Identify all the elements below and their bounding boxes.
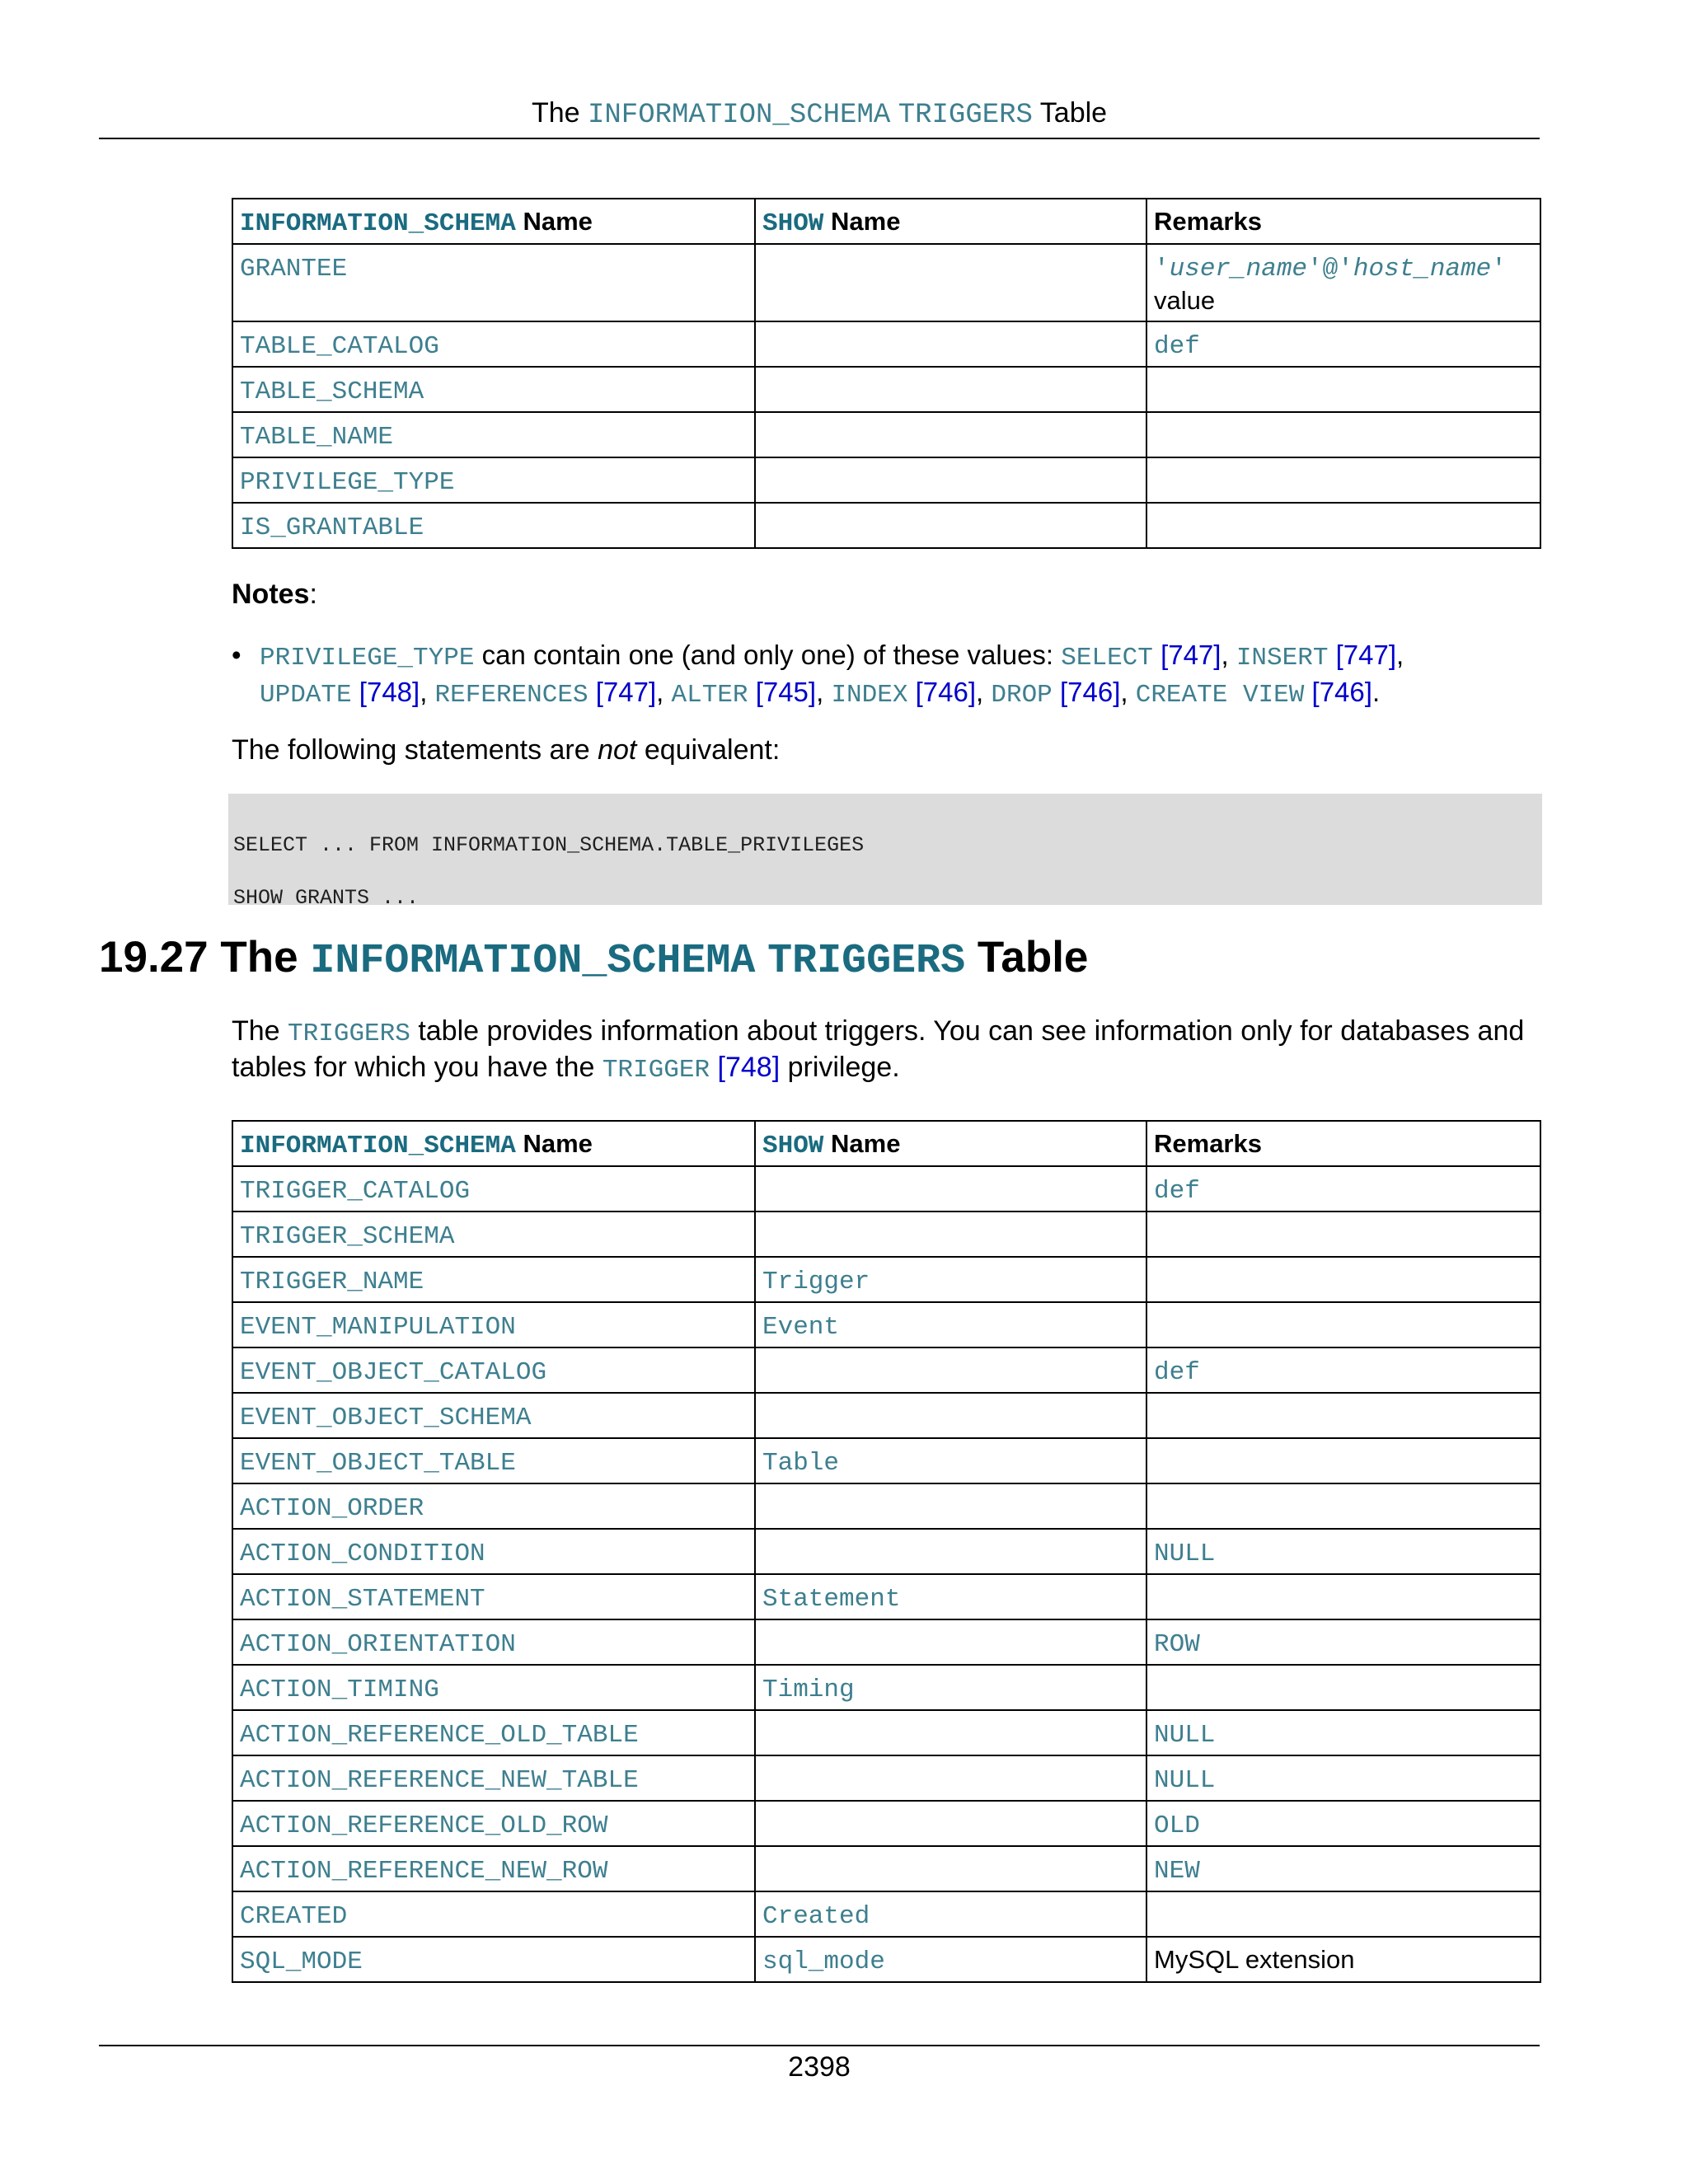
table-row	[232, 1257, 1540, 1302]
column-header-schema-name: INFORMATION_SCHEMA Name	[232, 199, 755, 244]
cell-remark: def	[1146, 1347, 1540, 1393]
table-row	[232, 1755, 1540, 1801]
table-row	[232, 503, 1540, 548]
link-references[interactable]: [747]	[595, 677, 657, 707]
triggers-table	[232, 1120, 1541, 1983]
cell-show-name	[755, 321, 1146, 367]
bullet-code-privilege-type: PRIVILEGE_TYPE	[260, 644, 475, 673]
table-row	[232, 244, 1540, 321]
cell-schema-name: EVENT_OBJECT_TABLE	[232, 1438, 755, 1483]
code-line: SHOW GRANTS ...	[233, 886, 420, 910]
cell-remark	[1146, 1574, 1540, 1619]
cell-show-name	[755, 1755, 1146, 1801]
cell-show-name	[755, 412, 1146, 457]
cell-remark: NULL	[1146, 1529, 1540, 1574]
cell-schema-name: PRIVILEGE_TYPE	[232, 457, 755, 503]
cell-show-name	[755, 1166, 1146, 1212]
table-row	[232, 1801, 1540, 1846]
cell-show-name: sql_mode	[755, 1937, 1146, 1982]
link-insert[interactable]: [747]	[1335, 640, 1397, 670]
header-suffix: Table	[1039, 97, 1108, 129]
cell-schema-name: ACTION_ORIENTATION	[232, 1619, 755, 1665]
cell-schema-name: ACTION_REFERENCE_NEW_TABLE	[232, 1755, 755, 1801]
cell-remark: 'user_name'@'host_name' value	[1146, 244, 1540, 321]
table-header-row	[232, 199, 1540, 244]
table-row	[232, 1302, 1540, 1347]
cell-remark: def	[1146, 1166, 1540, 1212]
cell-schema-name: TRIGGER_SCHEMA	[232, 1212, 755, 1257]
table-row	[232, 1393, 1540, 1438]
cell-remark	[1146, 1257, 1540, 1302]
cell-show-name	[755, 457, 1146, 503]
cell-show-name	[755, 1529, 1146, 1574]
cell-schema-name: ACTION_TIMING	[232, 1665, 755, 1710]
cell-schema-name: ACTION_STATEMENT	[232, 1574, 755, 1619]
cell-schema-name: TABLE_CATALOG	[232, 321, 755, 367]
cell-schema-name: ACTION_REFERENCE_OLD_ROW	[232, 1801, 755, 1846]
page-number: 2398	[788, 2051, 851, 2083]
column-header-remarks: Remarks	[1146, 1121, 1540, 1166]
cell-show-name: Event	[755, 1302, 1146, 1347]
table-row	[232, 321, 1540, 367]
cell-remark: NULL	[1146, 1710, 1540, 1755]
cell-show-name	[755, 1801, 1146, 1846]
table-row	[232, 1665, 1540, 1710]
table-row	[232, 1166, 1540, 1212]
cell-remark	[1146, 1438, 1540, 1483]
column-header-show-name: SHOW Name	[755, 1121, 1146, 1166]
column-header-schema-name: INFORMATION_SCHEMA Name	[232, 1121, 755, 1166]
bullet-icon: •	[232, 640, 241, 670]
table-row	[232, 1438, 1540, 1483]
statements-paragraph: The following statements are not equivalent:	[232, 734, 781, 766]
table-row	[232, 1891, 1540, 1937]
cell-remark	[1146, 412, 1540, 457]
cell-remark	[1146, 367, 1540, 412]
cell-schema-name: ACTION_REFERENCE_NEW_ROW	[232, 1846, 755, 1891]
column-header-remarks: Remarks	[1146, 199, 1540, 244]
page-header	[99, 95, 1540, 134]
footer-rule	[99, 2045, 1540, 2046]
section-heading: 19.27 The INFORMATION_SCHEMA TRIGGERS Table	[99, 933, 1089, 985]
cell-remark	[1146, 1302, 1540, 1347]
table-row	[232, 1937, 1540, 1982]
notes-heading: Notes:	[232, 579, 317, 610]
cell-remark	[1146, 1891, 1540, 1937]
cell-schema-name: TABLE_SCHEMA	[232, 367, 755, 412]
cell-show-name	[755, 244, 1146, 321]
cell-schema-name: TRIGGER_NAME	[232, 1257, 755, 1302]
cell-show-name	[755, 1619, 1146, 1665]
table-row	[232, 1710, 1540, 1755]
cell-show-name	[755, 1846, 1146, 1891]
cell-show-name: Statement	[755, 1574, 1146, 1619]
table-row	[232, 1483, 1540, 1529]
cell-show-name	[755, 1710, 1146, 1755]
header-rule	[99, 138, 1540, 139]
cell-schema-name: TRIGGER_CATALOG	[232, 1166, 755, 1212]
cell-remark: ROW	[1146, 1619, 1540, 1665]
code-block	[228, 794, 1542, 910]
table-privileges-table	[232, 198, 1541, 549]
cell-schema-name: GRANTEE	[232, 244, 755, 321]
cell-show-name: Timing	[755, 1665, 1146, 1710]
code-line: SELECT ... FROM INFORMATION_SCHEMA.TABLE_PRIVILEGES	[233, 833, 865, 857]
header-code-triggers: TRIGGERS	[898, 100, 1033, 131]
table-row	[232, 367, 1540, 412]
cell-schema-name: SQL_MODE	[232, 1937, 755, 1982]
table-header-row	[232, 1121, 1540, 1166]
table-row	[232, 1846, 1540, 1891]
cell-show-name: Table	[755, 1438, 1146, 1483]
cell-remark	[1146, 1212, 1540, 1257]
link-select[interactable]: [747]	[1160, 640, 1221, 670]
cell-show-name	[755, 367, 1146, 412]
cell-remark: NEW	[1146, 1846, 1540, 1891]
cell-show-name	[755, 1347, 1146, 1393]
link-index[interactable]: [746]	[915, 677, 977, 707]
cell-remark	[1146, 1665, 1540, 1710]
cell-schema-name: ACTION_ORDER	[232, 1483, 755, 1529]
column-header-show-name: SHOW Name	[755, 199, 1146, 244]
cell-show-name	[755, 503, 1146, 548]
cell-remark	[1146, 1483, 1540, 1529]
table-row	[232, 1347, 1540, 1393]
cell-schema-name: EVENT_OBJECT_SCHEMA	[232, 1393, 755, 1438]
table-row	[232, 1212, 1540, 1257]
cell-remark: MySQL extension	[1146, 1937, 1540, 1982]
notes-bullet-item: • PRIVILEGE_TYPE can contain one (and only one) of these values: SELECT [747], INSERT [747], UPDATE [748], REFERENCES [747], ALTER [745], INDEX [746], DROP [746], CREATE VIEW [746].	[232, 640, 1404, 710]
cell-remark	[1146, 1393, 1540, 1438]
cell-show-name	[755, 1483, 1146, 1529]
link-alter[interactable]: [745]	[755, 677, 817, 707]
link-create-view[interactable]: [746]	[1311, 677, 1372, 707]
table-row	[232, 1574, 1540, 1619]
cell-show-name	[755, 1393, 1146, 1438]
cell-schema-name: CREATED	[232, 1891, 755, 1937]
cell-schema-name: EVENT_MANIPULATION	[232, 1302, 755, 1347]
cell-schema-name: ACTION_REFERENCE_OLD_TABLE	[232, 1710, 755, 1755]
cell-remark: NULL	[1146, 1755, 1540, 1801]
cell-schema-name: ACTION_CONDITION	[232, 1529, 755, 1574]
header-code-schema: INFORMATION_SCHEMA	[587, 100, 891, 131]
cell-remark	[1146, 503, 1540, 548]
cell-show-name: Created	[755, 1891, 1146, 1937]
cell-show-name: Trigger	[755, 1257, 1146, 1302]
table-row	[232, 457, 1540, 503]
link-drop[interactable]: [746]	[1059, 677, 1121, 707]
table-row	[232, 1529, 1540, 1574]
cell-remark: def	[1146, 321, 1540, 367]
cell-remark	[1146, 457, 1540, 503]
link-trigger[interactable]: [748]	[717, 1052, 781, 1083]
table-row	[232, 412, 1540, 457]
cell-remark: OLD	[1146, 1801, 1540, 1846]
cell-schema-name: EVENT_OBJECT_CATALOG	[232, 1347, 755, 1393]
cell-show-name	[755, 1212, 1146, 1257]
cell-schema-name: IS_GRANTABLE	[232, 503, 755, 548]
cell-schema-name: TABLE_NAME	[232, 412, 755, 457]
header-prefix: The	[531, 97, 580, 129]
link-update[interactable]: [748]	[359, 677, 420, 707]
table-row	[232, 1619, 1540, 1665]
triggers-intro-paragraph: The TRIGGERS table provides information about triggers. You can see information only for databases and tables for which you have the TRIGGER [748] privilege.	[232, 1015, 1525, 1085]
